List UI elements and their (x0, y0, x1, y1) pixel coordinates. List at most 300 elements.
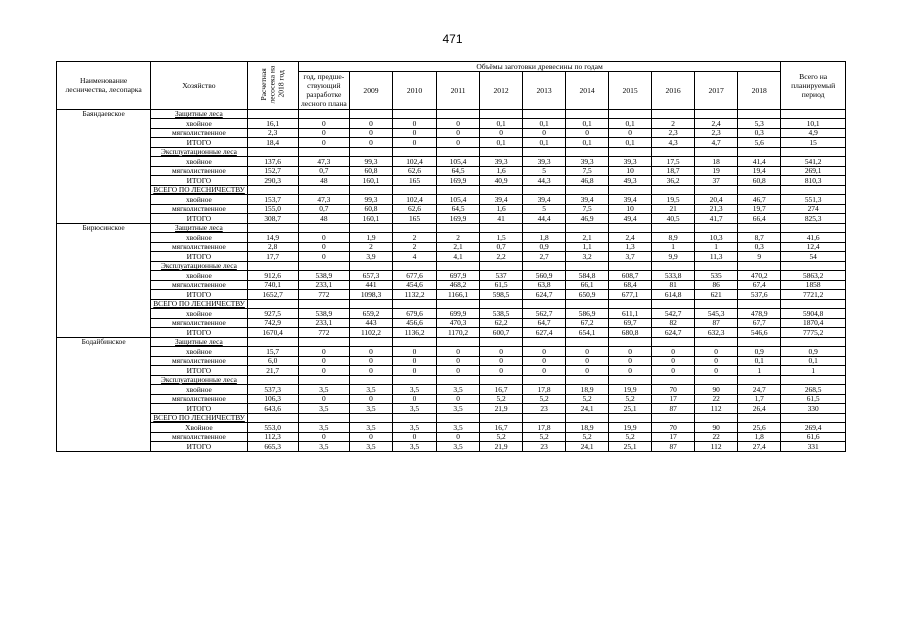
value-cell: 54 (781, 252, 846, 262)
value-cell: 64,5 (437, 204, 480, 214)
value-cell: 611,1 (609, 309, 652, 319)
farm-type-cell: ИТОГО (151, 176, 247, 186)
value-cell: 1136,2 (393, 328, 437, 338)
value-cell: 3,5 (349, 404, 392, 414)
empty-cell (652, 299, 695, 309)
value-cell: 3,5 (298, 442, 349, 452)
value-cell: 0 (298, 119, 349, 129)
empty-cell (393, 375, 437, 385)
value-cell: 5,2 (566, 394, 609, 404)
empty-cell (298, 223, 349, 233)
table-row (57, 328, 846, 338)
value-cell: 697,9 (437, 271, 480, 281)
value-cell: 2,4 (609, 233, 652, 243)
empty-cell (393, 147, 437, 157)
table-row (57, 166, 846, 176)
table-row (57, 309, 846, 319)
value-cell: 24,1 (566, 442, 609, 452)
value-cell: 0,7 (298, 204, 349, 214)
value-cell: 0 (298, 347, 349, 357)
value-cell: 4,3 (652, 138, 695, 148)
table-row (57, 157, 846, 167)
empty-cell (738, 299, 781, 309)
value-cell: 5,2 (609, 394, 652, 404)
empty-cell (349, 413, 392, 423)
empty-cell (695, 413, 738, 423)
table-row (57, 195, 846, 205)
empty-cell (523, 261, 566, 271)
value-cell: 1,5 (480, 233, 523, 243)
forestry-column-header: Наименование лесничества, лесопарка (57, 62, 151, 110)
empty-cell (652, 185, 695, 195)
value-cell: 105,4 (437, 195, 480, 205)
farm-type-cell: мягколиственное (151, 166, 247, 176)
value-cell: 0 (393, 347, 437, 357)
value-cell: 2,2 (480, 252, 523, 262)
value-cell: 11,3 (695, 252, 738, 262)
value-cell: 679,6 (393, 309, 437, 319)
value-cell: 269,1 (781, 166, 846, 176)
value-cell: 912,6 (247, 271, 298, 281)
value-cell: 41,7 (695, 214, 738, 224)
value-cell: 64,5 (437, 166, 480, 176)
value-cell: 5,6 (738, 138, 781, 148)
year-header: 2016 (652, 72, 695, 109)
value-cell: 5,2 (609, 432, 652, 442)
value-cell: 15 (781, 138, 846, 148)
value-cell: 0 (298, 356, 349, 366)
value-cell: 49,3 (609, 176, 652, 186)
value-cell: 308,7 (247, 214, 298, 224)
empty-cell (781, 185, 846, 195)
value-cell: 0 (652, 356, 695, 366)
value-cell: 1858 (781, 280, 846, 290)
value-cell: 10,3 (695, 233, 738, 243)
value-cell: 0 (349, 119, 392, 129)
value-cell: 69,7 (609, 318, 652, 328)
value-cell: 61,5 (781, 394, 846, 404)
value-cell: 5 (523, 204, 566, 214)
empty-cell (609, 147, 652, 157)
value-cell: 87 (652, 442, 695, 452)
empty-cell (695, 185, 738, 195)
farm-type-cell: хвойное (151, 119, 247, 129)
value-cell: 0 (349, 432, 392, 442)
cutting-column-label: Расчетная лесосека на 2018 год (258, 65, 286, 104)
farm-type-cell: ИТОГО (151, 290, 247, 300)
value-cell: 4,7 (695, 138, 738, 148)
value-cell: 2,4 (695, 119, 738, 129)
value-cell: 659,2 (349, 309, 392, 319)
value-cell: 3,5 (349, 423, 392, 433)
value-cell: 553,0 (247, 423, 298, 433)
value-cell: 4,9 (781, 128, 846, 138)
value-cell: 0 (523, 356, 566, 366)
value-cell: 772 (298, 328, 349, 338)
value-cell: 1670,4 (247, 328, 298, 338)
section-header-row (57, 261, 846, 271)
value-cell: 87 (695, 318, 738, 328)
value-cell: 17,7 (247, 252, 298, 262)
farm-type-cell: мягколиственное (151, 280, 247, 290)
empty-cell (566, 109, 609, 119)
value-cell: 9,9 (652, 252, 695, 262)
value-cell: 0 (695, 347, 738, 357)
empty-cell (566, 413, 609, 423)
value-cell: 7721,2 (781, 290, 846, 300)
value-cell: 39,3 (609, 157, 652, 167)
farm-type-cell: мягколиственное (151, 394, 247, 404)
value-cell: 60,8 (349, 166, 392, 176)
value-cell: 152,7 (247, 166, 298, 176)
value-cell: 16,1 (247, 119, 298, 129)
value-cell: 21 (652, 204, 695, 214)
value-cell: 608,7 (609, 271, 652, 281)
value-cell: 0 (652, 366, 695, 376)
farm-type-cell: хвойное (151, 309, 247, 319)
empty-cell (437, 223, 480, 233)
value-cell: 46,7 (738, 195, 781, 205)
value-cell: 106,3 (247, 394, 298, 404)
empty-cell (609, 185, 652, 195)
empty-cell (349, 109, 392, 119)
value-cell: 19,5 (652, 195, 695, 205)
value-cell: 112 (695, 404, 738, 414)
value-cell: 0 (437, 366, 480, 376)
value-cell: 0 (652, 347, 695, 357)
value-cell: 0 (566, 128, 609, 138)
value-cell: 67,7 (738, 318, 781, 328)
empty-cell (480, 375, 523, 385)
empty-cell (298, 337, 349, 347)
value-cell: 1166,1 (437, 290, 480, 300)
value-cell: 61,5 (480, 280, 523, 290)
value-cell: 37 (695, 176, 738, 186)
value-cell: 86 (695, 280, 738, 290)
value-cell: 1,6 (480, 166, 523, 176)
empty-cell (523, 337, 566, 347)
empty-cell (437, 299, 480, 309)
value-cell: 1,1 (566, 242, 609, 252)
value-cell: 1,3 (609, 242, 652, 252)
value-cell: 165 (393, 176, 437, 186)
value-cell: 621 (695, 290, 738, 300)
empty-cell (437, 185, 480, 195)
value-cell: 0 (609, 356, 652, 366)
year-header: 2014 (566, 72, 609, 109)
value-cell: 598,5 (480, 290, 523, 300)
table-row (57, 233, 846, 243)
forestry-name: Бодайбинское (57, 337, 151, 451)
value-cell: 3,5 (393, 404, 437, 414)
empty-cell (738, 147, 781, 157)
value-cell: 0 (349, 366, 392, 376)
value-cell: 624,7 (652, 328, 695, 338)
farm-type-cell: хвойное (151, 271, 247, 281)
empty-cell (247, 185, 298, 195)
farm-type-cell: мягколиственное (151, 204, 247, 214)
value-cell: 0 (480, 347, 523, 357)
page-number: 471 (442, 32, 463, 46)
value-cell: 67,2 (566, 318, 609, 328)
empty-cell (247, 147, 298, 157)
empty-cell (480, 147, 523, 157)
forestry-name: Бирюсинское (57, 223, 151, 337)
value-cell: 25,1 (609, 442, 652, 452)
value-cell: 0 (523, 128, 566, 138)
year-header: 2013 (523, 72, 566, 109)
value-cell: 5 (523, 166, 566, 176)
value-cell: 0 (437, 119, 480, 129)
value-cell: 102,4 (393, 195, 437, 205)
value-cell: 657,3 (349, 271, 392, 281)
value-cell: 825,3 (781, 214, 846, 224)
empty-cell (781, 109, 846, 119)
value-cell: 39,3 (523, 157, 566, 167)
value-cell: 0,9 (523, 242, 566, 252)
empty-cell (695, 337, 738, 347)
section-header-row (57, 375, 846, 385)
empty-cell (349, 223, 392, 233)
value-cell: 102,4 (393, 157, 437, 167)
value-cell: 0 (393, 138, 437, 148)
empty-cell (480, 223, 523, 233)
value-cell: 740,1 (247, 280, 298, 290)
farm-type-cell: ИТОГО (151, 252, 247, 262)
value-cell: 650,9 (566, 290, 609, 300)
empty-cell (393, 261, 437, 271)
empty-cell (609, 413, 652, 423)
value-cell: 1,8 (523, 233, 566, 243)
value-cell: 1170,2 (437, 328, 480, 338)
value-cell: 600,7 (480, 328, 523, 338)
value-cell: 3,5 (298, 385, 349, 395)
value-cell: 44,3 (523, 176, 566, 186)
value-cell: 105,4 (437, 157, 480, 167)
empty-cell (437, 413, 480, 423)
value-cell: 772 (298, 290, 349, 300)
value-cell: 3,7 (609, 252, 652, 262)
table-row (57, 290, 846, 300)
value-cell: 0 (437, 356, 480, 366)
table-row (57, 356, 846, 366)
value-cell: 26,4 (738, 404, 781, 414)
value-cell: 456,6 (393, 318, 437, 328)
empty-cell (480, 185, 523, 195)
section-header-row (57, 147, 846, 157)
section-title: ВСЕГО ПО ЛЕСНИЧЕСТВУ (151, 413, 247, 423)
value-cell: 0 (480, 356, 523, 366)
value-cell: 49,4 (609, 214, 652, 224)
value-cell: 18,9 (566, 423, 609, 433)
value-cell: 21,9 (480, 442, 523, 452)
value-cell: 538,9 (298, 271, 349, 281)
value-cell: 742,9 (247, 318, 298, 328)
empty-cell (695, 299, 738, 309)
empty-cell (247, 109, 298, 119)
value-cell: 0,1 (609, 119, 652, 129)
section-header-row (57, 337, 846, 347)
value-cell: 537 (480, 271, 523, 281)
year-header: 2009 (349, 72, 392, 109)
value-cell: 70 (652, 423, 695, 433)
empty-cell (298, 375, 349, 385)
table-row (57, 366, 846, 376)
value-cell: 60,8 (349, 204, 392, 214)
value-cell: 677,6 (393, 271, 437, 281)
value-cell: 16,7 (480, 423, 523, 433)
value-cell: 1,8 (738, 432, 781, 442)
value-cell: 62,6 (393, 204, 437, 214)
value-cell: 3,5 (298, 404, 349, 414)
empty-cell (652, 109, 695, 119)
forestry-name: Баяндаевское (57, 109, 151, 223)
section-title: Защитные леса (151, 223, 247, 233)
value-cell: 0,3 (738, 128, 781, 138)
empty-cell (738, 109, 781, 119)
empty-cell (738, 337, 781, 347)
value-cell: 0 (298, 233, 349, 243)
value-cell: 0 (349, 128, 392, 138)
empty-cell (738, 185, 781, 195)
value-cell: 537,3 (247, 385, 298, 395)
value-cell: 48 (298, 176, 349, 186)
value-cell: 551,3 (781, 195, 846, 205)
value-cell: 7,5 (566, 204, 609, 214)
empty-cell (781, 261, 846, 271)
value-cell: 6,0 (247, 356, 298, 366)
value-cell: 632,3 (695, 328, 738, 338)
value-cell: 2,8 (247, 242, 298, 252)
value-cell: 27,4 (738, 442, 781, 452)
value-cell: 4 (393, 252, 437, 262)
value-cell: 699,9 (437, 309, 480, 319)
year-header: 2015 (609, 72, 652, 109)
farm-type-cell: хвойное (151, 233, 247, 243)
value-cell: 19,9 (609, 385, 652, 395)
empty-cell (566, 261, 609, 271)
value-cell: 5,2 (480, 394, 523, 404)
value-cell: 5,2 (480, 432, 523, 442)
value-cell: 0 (437, 138, 480, 148)
value-cell: 0 (393, 128, 437, 138)
value-cell: 2 (393, 242, 437, 252)
value-cell: 0 (609, 366, 652, 376)
empty-cell (566, 299, 609, 309)
value-cell: 90 (695, 423, 738, 433)
value-cell: 1,9 (349, 233, 392, 243)
value-cell: 0 (609, 128, 652, 138)
empty-cell (298, 109, 349, 119)
value-cell: 2,7 (523, 252, 566, 262)
value-cell: 17,8 (523, 385, 566, 395)
empty-cell (695, 147, 738, 157)
value-cell: 17,5 (652, 157, 695, 167)
value-cell: 545,3 (695, 309, 738, 319)
value-cell: 0 (437, 128, 480, 138)
farm-type-cell: хвойное (151, 195, 247, 205)
empty-cell (437, 147, 480, 157)
value-cell: 0 (298, 432, 349, 442)
empty-cell (480, 413, 523, 423)
value-cell: 665,3 (247, 442, 298, 452)
value-cell: 39,4 (523, 195, 566, 205)
value-cell: 1098,3 (349, 290, 392, 300)
value-cell: 584,8 (566, 271, 609, 281)
value-cell: 2 (437, 233, 480, 243)
value-cell: 470,3 (437, 318, 480, 328)
section-title: Защитные леса (151, 109, 247, 119)
value-cell: 0 (480, 366, 523, 376)
value-cell: 0,1 (480, 119, 523, 129)
section-header-row (57, 185, 846, 195)
value-cell: 87 (652, 404, 695, 414)
value-cell: 17 (652, 432, 695, 442)
value-cell: 0 (349, 356, 392, 366)
value-cell: 0 (393, 394, 437, 404)
value-cell: 0,7 (298, 166, 349, 176)
value-cell: 4,1 (437, 252, 480, 262)
value-cell: 155,0 (247, 204, 298, 214)
table-row (57, 214, 846, 224)
section-header-row (57, 299, 846, 309)
empty-cell (695, 261, 738, 271)
value-cell: 21,3 (695, 204, 738, 214)
value-cell: 23 (523, 404, 566, 414)
table-row (57, 119, 846, 129)
value-cell: 40,5 (652, 214, 695, 224)
value-cell: 5863,2 (781, 271, 846, 281)
value-cell: 2 (652, 119, 695, 129)
value-cell: 0 (298, 394, 349, 404)
value-cell: 39,3 (480, 157, 523, 167)
value-cell: 0 (437, 347, 480, 357)
section-header-row (57, 223, 846, 233)
value-cell: 1652,7 (247, 290, 298, 300)
value-cell: 24,7 (738, 385, 781, 395)
value-cell: 1870,4 (781, 318, 846, 328)
section-header-row (57, 413, 846, 423)
value-cell: 16,7 (480, 385, 523, 395)
value-cell: 165 (393, 214, 437, 224)
value-cell: 0,1 (480, 138, 523, 148)
value-cell: 0,1 (781, 356, 846, 366)
value-cell: 160,1 (349, 176, 392, 186)
value-cell: 18,9 (566, 385, 609, 395)
empty-cell (738, 413, 781, 423)
value-cell: 677,1 (609, 290, 652, 300)
value-cell: 160,1 (349, 214, 392, 224)
value-cell: 137,6 (247, 157, 298, 167)
value-cell: 2 (393, 233, 437, 243)
value-cell: 0 (298, 242, 349, 252)
table-row (57, 394, 846, 404)
empty-cell (781, 299, 846, 309)
value-cell: 39,4 (480, 195, 523, 205)
empty-cell (695, 223, 738, 233)
empty-cell (393, 337, 437, 347)
year-header: 2012 (480, 72, 523, 109)
value-cell: 39,4 (609, 195, 652, 205)
value-cell: 470,2 (738, 271, 781, 281)
value-cell: 48 (298, 214, 349, 224)
value-cell: 0,7 (480, 242, 523, 252)
value-cell: 66,1 (566, 280, 609, 290)
value-cell: 0 (393, 356, 437, 366)
value-cell: 0 (393, 366, 437, 376)
value-cell: 443 (349, 318, 392, 328)
empty-cell (695, 375, 738, 385)
